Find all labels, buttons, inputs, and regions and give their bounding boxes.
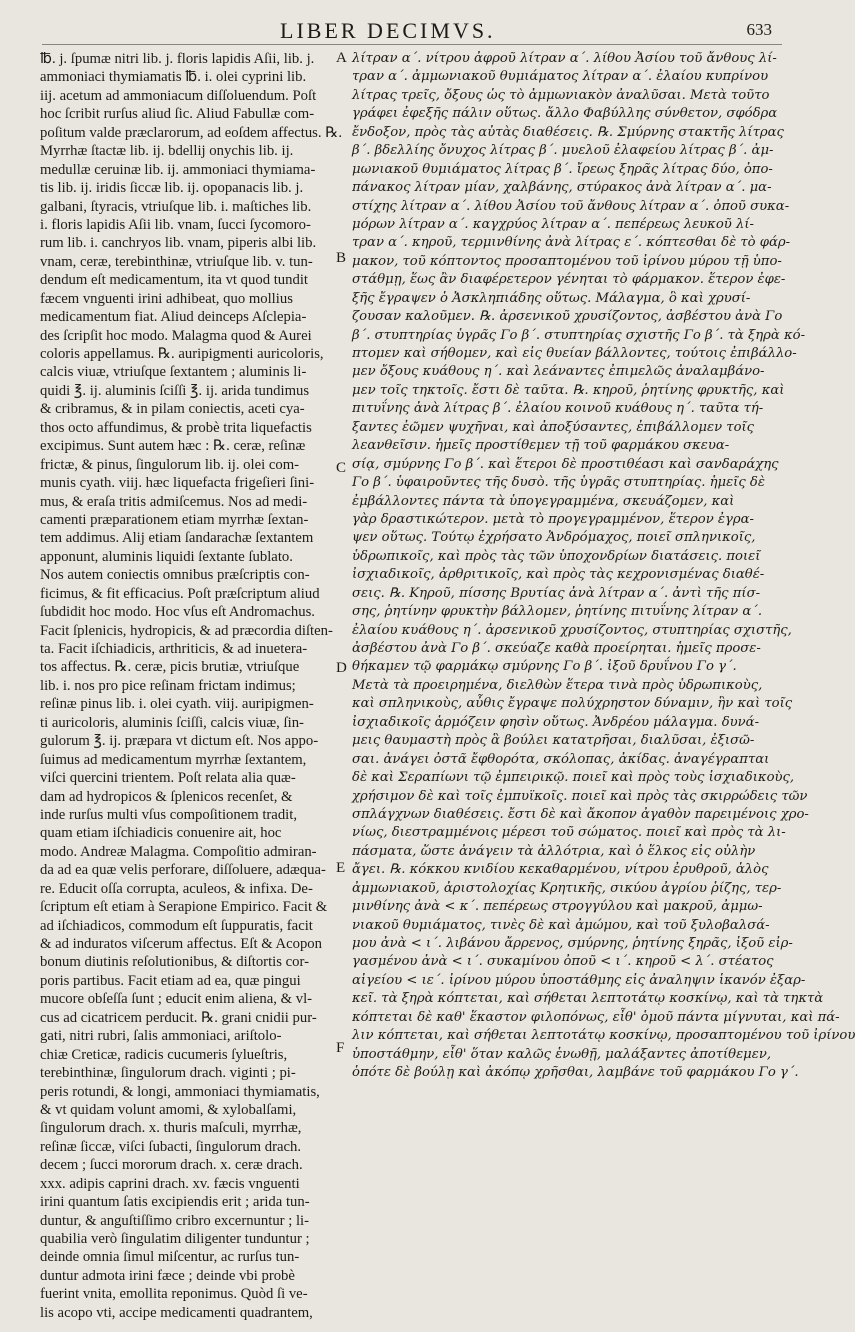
latin-text-line: quabilia verò ſingulatim diligenter tunduntur ;	[40, 1231, 310, 1247]
latin-text-line: camenti præparationem etiam myrrhæ ſextan-	[40, 511, 309, 528]
margin-letter: E	[336, 860, 346, 876]
page-title: LIBER DECIMVS.	[280, 18, 496, 43]
latin-text-line: ad iſchiadicos, commodum eſt ſuppuratis, facit	[40, 917, 313, 934]
greek-text-line: λεανθεῖσιν. ἡμεῖς προστίθεμεν τῇ τοῦ φαρμάκου σκευα-	[352, 438, 730, 454]
margin-letters	[336, 50, 350, 1250]
greek-text-line: β΄. βδελλίης ὄνυχος λίτρας β΄. μυελοῦ ἐλαφείου λίτρας β΄. ἀμ-	[352, 143, 774, 159]
greek-text-line: καὶ σπληνικοὺς, αὖθις ἔγραψε πολύχρηστον δύναμιν, ἣν καὶ τοῖς	[352, 696, 793, 712]
latin-text-line: tis lib. ij. iridis ſiccæ lib. ij. opopanacis lib. j.	[40, 180, 304, 197]
latin-text-line: i. floris lapidis Aſii lib. vnam, ſucci ſycomoro-	[40, 216, 311, 233]
greek-text-line: κόπτεται δὲ καθ' ἕκαστον φιλοπόνως, εἶθ' ὁμοῦ πάντα μίγνυται, καὶ πά-	[352, 1009, 840, 1025]
greek-text-line: κεῖ. τὰ ξηρὰ κόπτεται, καὶ σήθεται λεπτοτάτῳ κοσκίνῳ, καὶ τὰ τηκτὰ	[352, 991, 824, 1007]
greek-text-line: λίτρας τρεῖς, ὄξους ὡς τὸ ἀμμωνιακὸν ἀναλῦσαι. Μετὰ τοῦτο	[352, 87, 770, 103]
latin-text-line: & ad induratos viſcerum affectus. Eſt & Acopon	[40, 936, 322, 952]
greek-text-line: πάνακος λίτραν μίαν, χαλβάνης, στύρακος ἀνὰ λίτραν α΄. μα-	[352, 180, 772, 196]
latin-text-line: ti auricoloris, aluminis ſciſſi, calcis viuæ, ſin-	[40, 714, 304, 731]
greek-text-line: λίτραν α΄. νίτρου ἀφροῦ λίτραν α΄. λίθου Ἀσίου τοῦ ἄνθους λί-	[352, 51, 777, 66]
latin-text-line: viſci quercini trientem. Poſt relata alia quæ-	[40, 770, 296, 787]
margin-letter: F	[336, 1040, 345, 1056]
latin-text-line: vnam, ceræ, terebinthinæ, vtriuſque lib. v. tun-	[40, 253, 313, 270]
latin-text-line: chiæ Creticæ, radicis cucumeris ſylueſtris,	[40, 1046, 288, 1063]
greek-text-line: χρήσιμον δὲ καὶ τοῖς ἐμπυϊκοῖς. ποιεῖ καὶ πρὸς τὰς σκιρρώδεις τῶν	[352, 788, 808, 804]
latin-text-line: ſingulorum drach. x. thuris maſculi, myrrhæ,	[40, 1120, 302, 1137]
latin-text-line: apponunt, aluminis liquidi ſextante ſublato.	[40, 548, 293, 565]
greek-text-line: σης, ῥητίνην φρυκτὴν βάλλομεν, ῥητίνης πιτυΐνης λίτραν α΄.	[352, 604, 763, 620]
latin-text-line: duntur admota irini fæce ; deinde vbi probè	[40, 1267, 295, 1284]
greek-text-line: τραν α΄. κηροῦ, τερμινθίνης ἀνὰ λίτρας ε΄. κόπτεσθαι δὲ τὸ φάρ-	[352, 235, 791, 251]
greek-text-line: δὲ καὶ Σεραπίωνι τῷ ἐμπειρικῷ. ποιεῖ καὶ πρὸς τοὺς ἰσχιαδικοὺς,	[352, 770, 795, 786]
greek-text-line: Μετὰ τὰ προειρημένα, διελθὼν ἕτερα τινὰ πρὸς ὑδρωπικοὺς,	[352, 677, 763, 693]
greek-text-line: νιακοῦ θυμιάματος, τινὲς δὲ καὶ ἀμώμου, καὶ τοῦ ξυλοβαλσά-	[352, 917, 770, 933]
greek-text-line: ὑδρωπικοῖς, καὶ πρὸς τὰς τῶν ὑποχονδρίων διατάσεις. ποιεῖ	[352, 548, 761, 564]
greek-text-line: ἀσβέστου ἀνὰ Γο β΄. σκεύαζε καθὰ προείρηται. ἡμεῖς προσε-	[352, 641, 761, 656]
latin-text-line: mucore obſeſſa ſunt ; educit enim aliena, & vl-	[40, 991, 313, 1008]
greek-text-line: πτομεν καὶ σήθομεν, καὶ εἰς θυείαν βάλλοντες, τούτοις ἐπιβάλλο-	[352, 346, 797, 361]
greek-text-line: ὑποστάθμην, εἶθ' ὅταν καλῶς ἑνωθῇ, μαλάξαντες ἀποτίθεμεν,	[352, 1046, 772, 1062]
latin-text-line: cus ad cicatricem perducit. ℞. grani cnidii pur-	[40, 1009, 317, 1026]
latin-text-line: iij. acetum ad ammoniacum diſſoluendum. Poſt	[40, 87, 317, 104]
greek-text-line: πάσματα, ὥστε ἀνάγειν τὰ ἀλλότρια, καὶ ὁ ἕλκος εἰς οὐλὴν	[352, 843, 756, 859]
latin-text-line: ta. Facit iſchiadicis, arthriticis, & ad inuetera-	[40, 641, 308, 657]
greek-text-line: σίᾳ, σμύρνης Γο β΄. καὶ ἕτεροι δὲ προστιθέασι καὶ σανδαράχης	[352, 456, 779, 472]
greek-text-line: λιν κόπτεται, καὶ σήθεται λεπτοτάτῳ κοσκίνῳ, προσαπτομένου τοῦ ἰρίνου	[352, 1028, 855, 1044]
greek-text-line: γράφει ἐφεξῆς πάλιν οὕτως. ἄλλο Φαβύλλης σύνθετον, σφόδρα	[352, 106, 778, 122]
latin-text-line: inde rurſus multi vſus compoſitionem tradit,	[40, 806, 298, 823]
greek-text-line: μωνιακοῦ θυμιάματος λίτρας β΄. ἴρεως ξηρᾶς λίτρας δύο, ὀπο-	[352, 161, 773, 177]
greek-text-line: μεν ὄξους κυάθους η΄. καὶ λεάναντες ἐπιμελῶς ἀναλαμβάνο-	[352, 364, 765, 380]
latin-text-line: decem ; ſucci mororum drach. x. ceræ drach.	[40, 1157, 303, 1174]
latin-text-line: ſcriptum eſt etiam à Serapione Empirico. Facit &	[40, 899, 328, 916]
latin-text-line: des ſcripſit hoc modo. Malagma quod & Aurei	[40, 327, 312, 344]
running-head	[0, 16, 800, 46]
latin-text-line: deinde omnia ſimul miſcentur, ac rurſus tun-	[40, 1249, 300, 1266]
latin-text-line: modo. Andreæ Malagma. Compoſitio admiran-	[40, 843, 317, 860]
greek-text-line: μόρων λίτραν α΄. καγχρύος λίτραν α΄. πεπέρεως λευκοῦ λί-	[352, 216, 754, 232]
latin-text-line: mus, & eraſa tritis admiſcemus. Nos ad medi-	[40, 493, 308, 510]
latin-text-line: quam etiam iſchiadicis conuenire ait, hoc	[40, 825, 282, 842]
latin-text-line: irini quantum ſatis excipiendis erit ; arida tun-	[40, 1194, 310, 1211]
greek-text-line: β΄. στυπτηρίας ὑγρᾶς Γο β΄. στυπτηρίας σχιστῆς Γο β΄. τὰ ξηρὰ κό-	[352, 327, 806, 343]
latin-text-line: ammoniaci thymiamatis ℔. i. olei cyprini lib.	[40, 69, 307, 86]
greek-text-line: ψεν οὕτως. Τούτῳ ἐχρήσατο Ἀνδρόμαχος, ποιεῖ σπληνικοῖς,	[352, 530, 756, 546]
latin-text-line: Myrrhæ ſtactæ lib. ij. bdellij onychis lib. ij.	[40, 143, 294, 160]
greek-text-line: γασμένου ἀνὰ < ι΄. συκαμίνου ὀποῦ < ι΄. κηροῦ < λ΄. στέατος	[352, 954, 774, 970]
latin-text-line: quidi ℥. ij. aluminis ſciſſi ℥. ij. arida tundimus	[40, 382, 310, 399]
latin-text-line: hoc ſcribit rurſus aliud ſic. Aliud Fabullæ com-	[40, 106, 315, 123]
latin-text-line: fæcem vnguenti irini adhibeat, quo mollius	[40, 290, 293, 307]
latin-text-line: reſinæ ſiccæ, viſci ſubacti, ſingulorum drach.	[40, 1138, 302, 1155]
greek-text-line: σπλάγχνων διαθέσεις. ἔστι δὲ καὶ ἄκοπον ἀγαθὸν παρειμένοις χρο-	[352, 806, 809, 822]
latin-text-line: lib. i. nos pro pice reſinam frictam indimus;	[40, 677, 296, 694]
greek-column	[352, 50, 855, 1083]
latin-text-line: & vt quidam volunt amomi, & xylobalſami,	[40, 1101, 297, 1118]
latin-text-line: tos affectus. ℞. ceræ, picis brutiæ, vtriuſque	[40, 659, 300, 676]
margin-letter: C	[336, 460, 347, 476]
latin-text-line: ſubdidit hoc modo. Hoc vſus eſt Andromachus.	[40, 604, 315, 621]
latin-text-line: xxx. adipis caprini drach. xv. fæcis vnguenti	[40, 1175, 300, 1192]
greek-text-line: ἐμβάλλοντες πάντα τὰ ὑπογεγραμμένα, σκευάζομεν, καὶ	[352, 493, 735, 509]
greek-text-line: σαι. ἀνάγει ὀστᾶ ἔφθορότα, σκόλοπας, ἀκίδας. ἀναγέγραπται	[352, 751, 770, 767]
greek-text-line: μινθίνης ἀνὰ < κ΄. πεπέρεως στρογγύλου καὶ μακροῦ, ἀμμω-	[352, 899, 763, 915]
greek-text-line: μου ἀνὰ < ι΄. λιβάνου ἄρρενος, σμύρνης, ῥητίνης ξηρᾶς, ἰξοῦ εἰρ-	[352, 936, 793, 951]
latin-text-line: galbani, ſtyracis, vtriuſque lib. i. maſtiches lib.	[40, 198, 312, 215]
latin-text-line: re. Educit oſſa corrupta, aculeos, & infixa. De-	[40, 880, 313, 897]
greek-text-line: ζουσαν καλοῦμεν. ℞. ἀρσενικοῦ χρυσίζοντος, ἀσβέστου ἀνὰ Γο	[352, 309, 783, 325]
latin-text-line: dam ad hydropicos & ſplenicos recenſet, &	[40, 788, 293, 805]
greek-text-line: ἔνδοξον, πρὸς τὰς αὐτὰς διαθέσεις. ℞. Σμύρνης στακτῆς λίτρας	[352, 124, 784, 140]
latin-text-line: ficimus, & fit efficacius. Poſt præſcriptum aliud	[40, 585, 320, 602]
latin-text-line: peris rotundi, & longi, ammoniaci thymiamatis,	[40, 1083, 320, 1100]
greek-text-line: σεις. ℞. Κηροῦ, πίσσης Βρυτίας ἀνὰ λίτραν α΄. ἀντὶ τῆς πίσ-	[352, 585, 761, 601]
latin-text-line: Nos autem coniectis omnibus præſcriptis con-	[40, 567, 310, 584]
latin-text-line: fuerint vnita, emollita reponimus. Quòd ſi ve-	[40, 1286, 308, 1303]
latin-text-line: calcis viuæ, vtriuſque ſextantem ; aluminis li-	[40, 364, 307, 381]
greek-text-line: γὰρ δραστικώτερον. μετὰ τὸ προγεγραμμένον, ἕτερον ἐγρα-	[352, 511, 754, 527]
margin-letter: A	[336, 50, 347, 66]
page-number: 633	[746, 20, 772, 39]
margin-letter: D	[336, 660, 347, 676]
latin-text-line: gati, nitri rubri, ſalis ammoniaci, ariſtolo-	[40, 1028, 282, 1045]
latin-text-line: poris partibus. Facit etiam ad ea, quæ pingui	[40, 972, 301, 989]
latin-text-line: frictæ, & pinus, ſingulorum lib. ij. olei com-	[40, 456, 300, 473]
latin-text-line: & cribramus, & in pilam coniectis, aceti cya-	[40, 401, 305, 418]
greek-text-line: ξῆς ἔγραψεν ὁ Ἀσκληπιάδης οὕτως. Μάλαγμα, ὃ καὶ χρυσί-	[352, 290, 751, 306]
latin-text-line: ſuimus ad medicamentum myrrhæ ſextantem,	[40, 751, 307, 768]
latin-text-line: Facit ſplenicis, hydropicis, & ad præcordia diſten-	[40, 622, 333, 639]
latin-text-line: dendum eſt medicamentum, ita vt quod tundit	[40, 272, 308, 289]
latin-text-line: medicamentum fiat. Aliud deinceps Aſclepia-	[40, 309, 307, 326]
latin-text-line: lis acopo vti, accipe medicamenti quadrantem,	[40, 1304, 313, 1321]
latin-text-line: munis cyath. viij. hæc liquefacta frigeſieri ſini-	[40, 475, 315, 492]
latin-text-line: medullæ ceruinæ lib. ij. ammoniaci thymiama-	[40, 161, 316, 178]
greek-text-line: μακον, τοῦ κόπτοντος προσαπτομένου τοῦ ἰρίνου μύρου τῇ ὑπο-	[352, 253, 782, 269]
latin-text-line: excipimus. Sunt autem hæc : ℞. ceræ, reſinæ	[40, 438, 306, 455]
greek-text-line: ἰσχιαδικοῖς, ἀρθριτικοῖς, καὶ πρὸς τὰς κεχρονισμένας διαθέ-	[352, 567, 765, 583]
latin-text-line: thos octo affundimus, & probè trita liquefactis	[40, 419, 312, 436]
greek-text-line: Γο β΄. ὑφαιροῦντες τῆς δυσὸ. τῆς ὑγρᾶς στυπτηρίας. ἡμεῖς δὲ	[352, 475, 765, 491]
greek-text-line: θήκαμεν τῷ φαρμάκῳ σμύρνης Γο β΄. ἰξοῦ δρυΐνου Γο γ΄.	[352, 659, 737, 675]
latin-text-line: gulorum ℥. ij. præpara vt dictum eſt. Nos appo-	[40, 733, 319, 750]
latin-column	[40, 50, 343, 1322]
header-rule	[42, 44, 782, 45]
greek-text-line: μεις θαυμαστὴ πρὸς ἃ βούλει κατατρῆσαι, διαλῦσαι, ἐξισῶ-	[352, 733, 755, 749]
greek-text-line: αἰγείου < ιε΄. ἰρίνου μύρου ὑποστάθμης εἰς ἀναληψιν ἱκανόν ἐξαρ-	[352, 972, 806, 988]
latin-text-line: da ad ea quæ velis perforare, diſſoluere, adæqua-	[40, 862, 326, 879]
latin-text-line: rum lib. i. canchryos lib. vnam, piperis albi lib.	[40, 235, 317, 252]
greek-text-line: ἀμμωνιακοῦ, ἀριστολοχίας Κρητικῆς, σικύου ἀγρίου ῥίζης, τερ-	[352, 880, 782, 896]
greek-text-line: τραν α΄. ἀμμωνιακοῦ θυμιάματος λίτραν α΄. ἐλαίου κυπρίνου	[352, 69, 769, 85]
latin-text-line: coloris appellamus. ℞. auripigmenti auricoloris,	[40, 346, 324, 362]
greek-text-line: πιτυΐνης ἀνὰ λίτρας β΄. ἐλαίου κοινοῦ κυάθους η΄. ταῦτα τή-	[352, 401, 764, 417]
latin-text-line: poſitum valde præclarorum, ad eoſdem affectus. ℞.	[40, 124, 343, 141]
margin-letter: B	[336, 250, 347, 266]
greek-text-line: ξαντες ἐῶμεν ψυχῆναι, καὶ ἀποξύσαντες, ἐπιβάλλομεν τοῖς	[352, 419, 755, 435]
greek-text-line: μεν τοῖς τηκτοῖς. ἔστι δὲ ταῦτα. ℞. κηροῦ, ῥητίνης φρυκτῆς, καὶ	[352, 382, 785, 398]
greek-text-line: ὁπότε δὲ βούλῃ καὶ ἀκόπῳ χρῆσθαι, λαμβάνε τοῦ φαρμάκου Γο γ΄.	[352, 1065, 799, 1081]
latin-text-line: ℔. j. ſpumæ nitri lib. j. floris lapidis Aſii, lib. j.	[40, 51, 315, 67]
greek-text-line: ἄγει. ℞. κόκκου κνιδίου κεκαθαρμένου, νίτρου ἐρυθροῦ, ἁλὸς	[352, 862, 769, 878]
greek-text-line: στάθμῃ, ἕως ἂν διαφέρετερον γένηται τὸ φάρμακον. ἕτερον ἐφε-	[352, 272, 786, 288]
latin-text-line: duntur, & anguſtiſſimo cribro excernuntur ; li-	[40, 1212, 310, 1229]
latin-text-line: reſinæ pinus lib. i. olei cyath. viij. auripigmen-	[40, 696, 314, 713]
latin-text-line: terebinthinæ, ſingulorum drach. viginti ; pi-	[40, 1065, 296, 1082]
latin-text-line: tem addimus. Alij etiam ſandarachæ ſextantem	[40, 530, 314, 547]
greek-text-line: νίως, διεστραμμένοις μέρεσι τοῦ σώματος. ποιεῖ καὶ πρὸς τὰ λι-	[352, 825, 786, 841]
latin-text-line: bonum diutinis reſolutionibus, & diſtortis cor-	[40, 954, 309, 971]
greek-text-line: ἐλαίου κυάθους η΄. ἀρσενικοῦ χρυσίζοντος, στυπτηρίας σχιστῆς,	[352, 622, 792, 638]
greek-text-line: ἰσχιαδικοῖς ἁρμόζειν φησὶν οὕτως. Ἀνδρέου μάλαγμα. δυνά-	[352, 714, 760, 730]
greek-text-line: στίχης λίτραν α΄. λίθου Ἀσίου τοῦ ἄνθους λίτραν α΄. ὀποῦ συκα-	[352, 198, 790, 214]
